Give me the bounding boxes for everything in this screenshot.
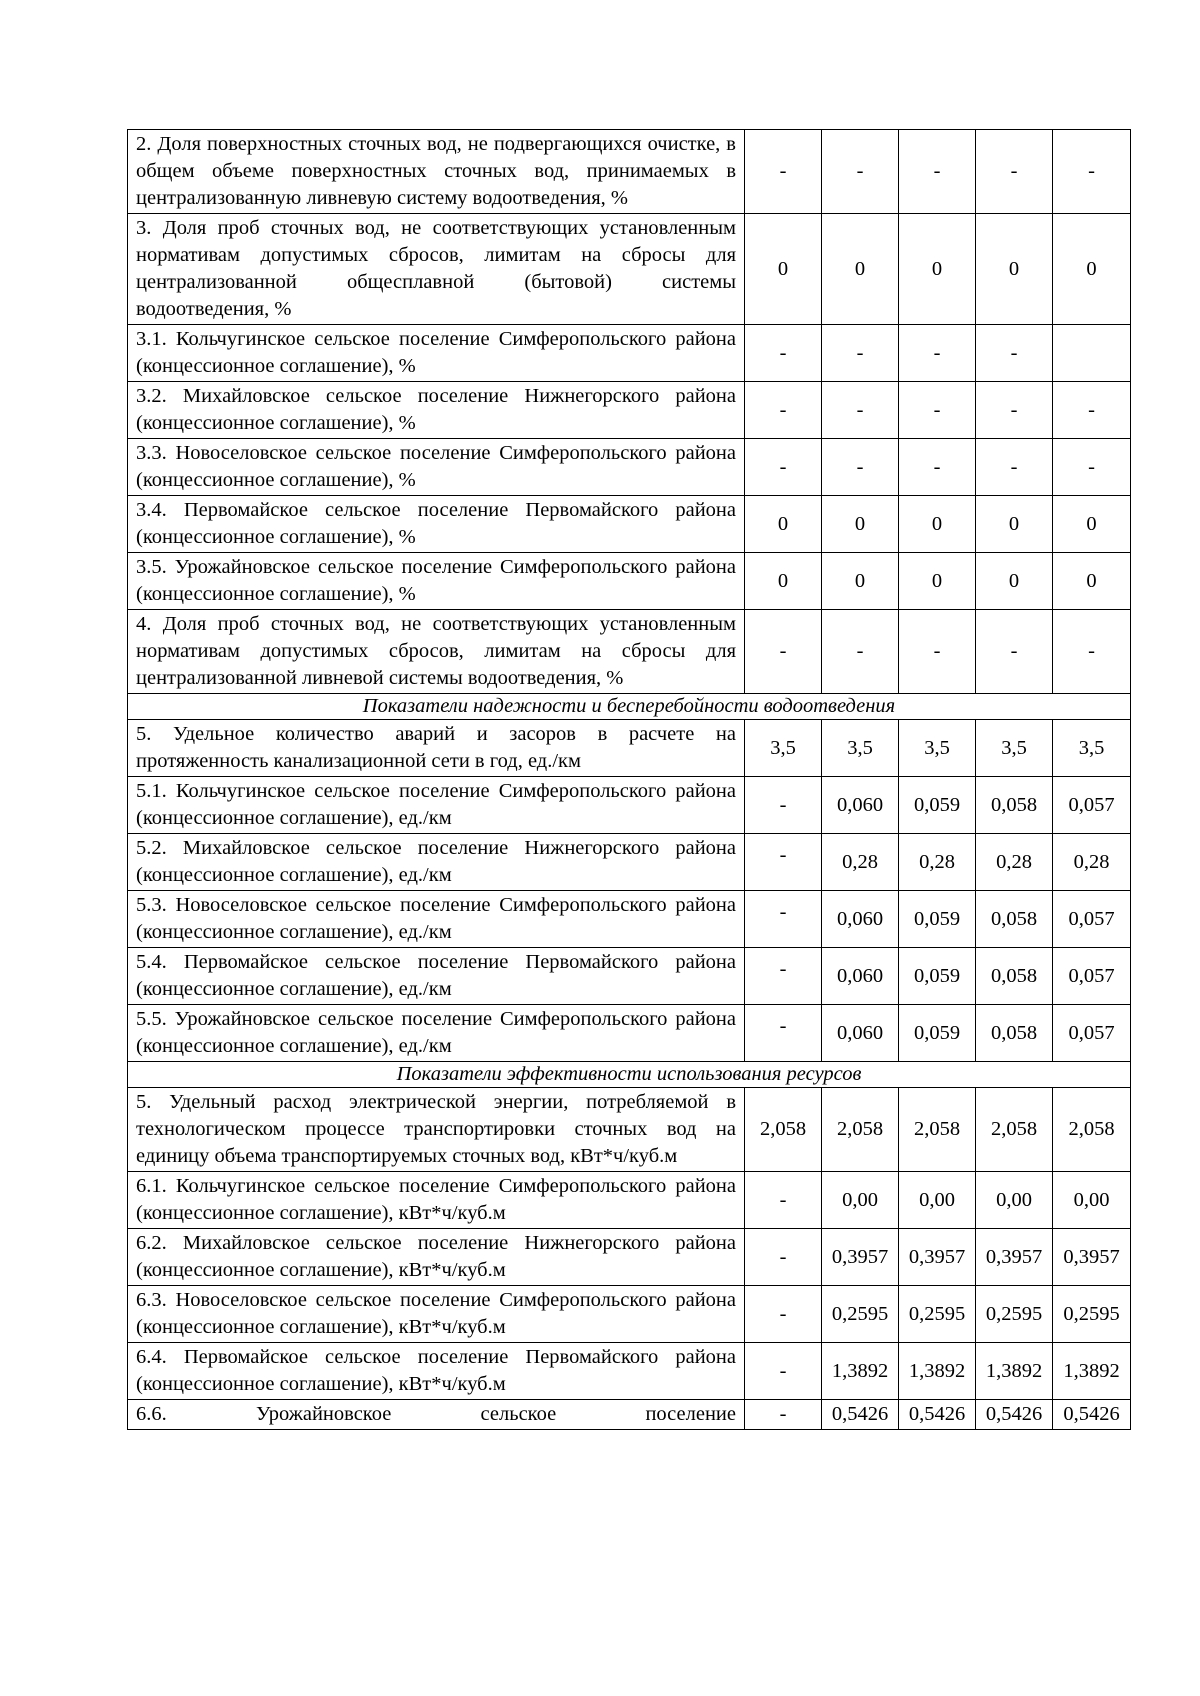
value-cell: 2,058 <box>1053 1088 1131 1172</box>
value-cell: - <box>745 1005 822 1062</box>
indicator-description: 6.1. Кольчугинское сельское поселение Симферопольского района (концессионное соглашение), кВт*ч/куб.м <box>128 1172 745 1229</box>
table-row <box>128 891 1131 948</box>
value-cell: 0,060 <box>822 948 899 1005</box>
value-cell: - <box>822 130 899 214</box>
indicator-description: 3.4. Первомайское сельское поселение Первомайского района (концессионное соглашение), % <box>128 496 745 553</box>
indicators-table-body <box>128 130 1131 1430</box>
value-cell: 3,5 <box>822 720 899 777</box>
value-cell: 0,058 <box>976 948 1053 1005</box>
table-row <box>128 1286 1131 1343</box>
value-cell: - <box>976 610 1053 694</box>
value-cell: - <box>976 325 1053 382</box>
indicator-description: 5.3. Новоселовское сельское поселение Симферопольского района (концессионное соглашение), ед./км <box>128 891 745 948</box>
value-cell: 0,3957 <box>822 1229 899 1286</box>
value-cell: - <box>899 382 976 439</box>
indicator-description: 3.2. Михайловское сельское поселение Нижнегорского района (концессионное соглашение), % <box>128 382 745 439</box>
value-cell: - <box>899 610 976 694</box>
table-row <box>128 948 1131 1005</box>
value-cell: 3,5 <box>899 720 976 777</box>
value-cell: 0,057 <box>1053 891 1131 948</box>
value-cell: 0,00 <box>899 1172 976 1229</box>
value-cell <box>1053 325 1131 382</box>
table-row <box>128 1343 1131 1400</box>
value-cell: - <box>745 130 822 214</box>
table-row <box>128 1400 1131 1430</box>
value-cell: 0,060 <box>822 891 899 948</box>
value-cell: 1,3892 <box>899 1343 976 1400</box>
value-cell: 0 <box>822 496 899 553</box>
section-header-row <box>128 694 1131 720</box>
value-cell: - <box>745 891 822 948</box>
indicator-description: 5. Удельный расход электрической энергии, потребляемой в технологическом процессе транспортировки сточных вод на единицу объема транспортируемых сточных вод, кВт*ч/куб.м <box>128 1088 745 1172</box>
value-cell: 0,058 <box>976 891 1053 948</box>
value-cell: 0 <box>976 214 1053 325</box>
value-cell: - <box>1053 382 1131 439</box>
value-cell: 0 <box>899 553 976 610</box>
indicator-description: 5. Удельное количество аварий и засоров в расчете на протяженность канализационной сети в год, ед./км <box>128 720 745 777</box>
value-cell: 0,058 <box>976 777 1053 834</box>
value-cell: 2,058 <box>976 1088 1053 1172</box>
table-row <box>128 382 1131 439</box>
value-cell: 0 <box>899 214 976 325</box>
value-cell: 0,057 <box>1053 777 1131 834</box>
value-cell: 0,28 <box>822 834 899 891</box>
value-cell: - <box>745 948 822 1005</box>
section-title: Показатели эффективности использования ресурсов <box>128 1062 1131 1088</box>
value-cell: 0,5426 <box>1053 1400 1131 1430</box>
value-cell: 0,5426 <box>899 1400 976 1430</box>
value-cell: 0,059 <box>899 948 976 1005</box>
table-row <box>128 834 1131 891</box>
indicator-description: 5.5. Урожайновское сельское поселение Симферопольского района (концессионное соглашение), ед./км <box>128 1005 745 1062</box>
value-cell: - <box>745 1343 822 1400</box>
value-cell: - <box>745 1229 822 1286</box>
table-row <box>128 439 1131 496</box>
value-cell: 0 <box>745 496 822 553</box>
value-cell: - <box>822 382 899 439</box>
value-cell: 0,2595 <box>1053 1286 1131 1343</box>
indicator-description: 3.3. Новоселовское сельское поселение Симферопольского района (концессионное соглашение), % <box>128 439 745 496</box>
table-row <box>128 610 1131 694</box>
value-cell: 1,3892 <box>1053 1343 1131 1400</box>
value-cell: 0 <box>976 553 1053 610</box>
value-cell: 0 <box>745 214 822 325</box>
table-row <box>128 130 1131 214</box>
value-cell: 0,00 <box>976 1172 1053 1229</box>
table-row <box>128 1088 1131 1172</box>
value-cell: - <box>976 130 1053 214</box>
indicators-table <box>127 129 1131 1430</box>
indicator-description: 5.2. Михайловское сельское поселение Нижнегорского района (концессионное соглашение), ед./км <box>128 834 745 891</box>
value-cell: - <box>822 325 899 382</box>
table-row <box>128 1005 1131 1062</box>
value-cell: 0,060 <box>822 777 899 834</box>
value-cell: 0 <box>1053 553 1131 610</box>
value-cell: 0,00 <box>1053 1172 1131 1229</box>
value-cell: 0 <box>745 553 822 610</box>
table-row <box>128 777 1131 834</box>
value-cell: 0,5426 <box>822 1400 899 1430</box>
value-cell: - <box>745 777 822 834</box>
value-cell: 0 <box>822 553 899 610</box>
value-cell: 0,5426 <box>976 1400 1053 1430</box>
value-cell: 0,057 <box>1053 948 1131 1005</box>
value-cell: 3,5 <box>745 720 822 777</box>
value-cell: 0,057 <box>1053 1005 1131 1062</box>
table-row <box>128 553 1131 610</box>
value-cell: 0 <box>822 214 899 325</box>
value-cell: - <box>745 1172 822 1229</box>
table-row <box>128 325 1131 382</box>
value-cell: - <box>1053 610 1131 694</box>
indicator-description: 6.4. Первомайское сельское поселение Первомайского района (концессионное соглашение), кВт*ч/куб.м <box>128 1343 745 1400</box>
value-cell: - <box>822 439 899 496</box>
value-cell: - <box>745 325 822 382</box>
value-cell: - <box>1053 439 1131 496</box>
value-cell: - <box>822 610 899 694</box>
table-row <box>128 496 1131 553</box>
value-cell: - <box>976 439 1053 496</box>
value-cell: 1,3892 <box>822 1343 899 1400</box>
value-cell: 0,060 <box>822 1005 899 1062</box>
indicator-description: 3. Доля проб сточных вод, не соответствующих установленным нормативам допустимых сбросов, лимитам на сбросы для централизованной общесплавной (бытовой) системы водоотведения, % <box>128 214 745 325</box>
value-cell: - <box>899 439 976 496</box>
section-title: Показатели надежности и бесперебойности водоотведения <box>128 694 1131 720</box>
value-cell: - <box>745 439 822 496</box>
value-cell: 0 <box>1053 214 1131 325</box>
value-cell: 3,5 <box>976 720 1053 777</box>
value-cell: 0,2595 <box>822 1286 899 1343</box>
value-cell: 2,058 <box>899 1088 976 1172</box>
table-row <box>128 1172 1131 1229</box>
value-cell: 0,00 <box>822 1172 899 1229</box>
value-cell: - <box>745 1286 822 1343</box>
value-cell: - <box>745 834 822 891</box>
value-cell: 0,059 <box>899 777 976 834</box>
indicator-description: 6.2. Михайловское сельское поселение Нижнегорского района (концессионное соглашение), кВт*ч/куб.м <box>128 1229 745 1286</box>
value-cell: 0,059 <box>899 1005 976 1062</box>
indicator-description: 2. Доля поверхностных сточных вод, не подвергающихся очистке, в общем объеме поверхностных сточных вод, принимаемых в централизованную ливневую систему водоотведения, % <box>128 130 745 214</box>
value-cell: - <box>1053 130 1131 214</box>
indicator-description: 5.4. Первомайское сельское поселение Первомайского района (концессионное соглашение), ед./км <box>128 948 745 1005</box>
indicator-description: 6.6. Урожайновское сельское поселение <box>128 1400 745 1430</box>
value-cell: 0,058 <box>976 1005 1053 1062</box>
value-cell: 0,2595 <box>976 1286 1053 1343</box>
indicator-description: 5.1. Кольчугинское сельское поселение Симферопольского района (концессионное соглашение), ед./км <box>128 777 745 834</box>
value-cell: 0,3957 <box>1053 1229 1131 1286</box>
table-row <box>128 1229 1131 1286</box>
value-cell: - <box>745 1400 822 1430</box>
section-header-row <box>128 1062 1131 1088</box>
value-cell: 0,28 <box>976 834 1053 891</box>
value-cell: - <box>976 382 1053 439</box>
value-cell: 2,058 <box>822 1088 899 1172</box>
value-cell: 2,058 <box>745 1088 822 1172</box>
value-cell: 0,059 <box>899 891 976 948</box>
value-cell: 0 <box>1053 496 1131 553</box>
value-cell: 0 <box>899 496 976 553</box>
value-cell: 1,3892 <box>976 1343 1053 1400</box>
table-row <box>128 720 1131 777</box>
value-cell: 0 <box>976 496 1053 553</box>
indicator-description: 3.5. Урожайновское сельское поселение Симферопольского района (концессионное соглашение), % <box>128 553 745 610</box>
value-cell: 0,3957 <box>976 1229 1053 1286</box>
value-cell: 0,28 <box>899 834 976 891</box>
value-cell: 3,5 <box>1053 720 1131 777</box>
value-cell: 0,3957 <box>899 1229 976 1286</box>
table-row <box>128 214 1131 325</box>
value-cell: - <box>899 325 976 382</box>
value-cell: - <box>899 130 976 214</box>
value-cell: 0,2595 <box>899 1286 976 1343</box>
value-cell: - <box>745 610 822 694</box>
indicator-description: 4. Доля проб сточных вод, не соответствующих установленным нормативам допустимых сбросов, лимитам на сбросы для централизованной ливневой системы водоотведения, % <box>128 610 745 694</box>
indicator-description: 3.1. Кольчугинское сельское поселение Симферопольского района (концессионное соглашение), % <box>128 325 745 382</box>
value-cell: - <box>745 382 822 439</box>
value-cell: 0,28 <box>1053 834 1131 891</box>
indicator-description: 6.3. Новоселовское сельское поселение Симферопольского района (концессионное соглашение), кВт*ч/куб.м <box>128 1286 745 1343</box>
